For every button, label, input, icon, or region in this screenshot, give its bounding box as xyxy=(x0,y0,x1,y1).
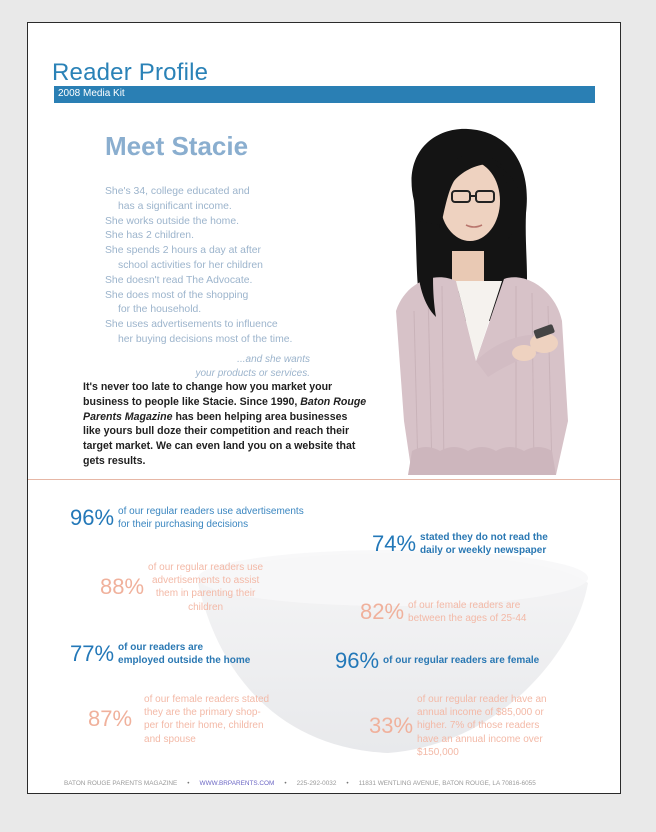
stat-no-newspaper xyxy=(372,531,548,557)
stat-line: for their purchasing decisions xyxy=(118,519,249,531)
stat-line: advertisements to assist xyxy=(151,575,260,587)
profile-fact-line: She spends 2 hours a day at after xyxy=(105,245,261,257)
stat-description xyxy=(417,693,547,759)
body-copy xyxy=(83,380,367,469)
stat-primary-shopper xyxy=(88,693,269,746)
stat-percent: 33% xyxy=(369,713,414,738)
stat-employed xyxy=(70,641,250,667)
stat-line: stated they do not read the xyxy=(420,532,548,543)
stat-line: have an annual income over xyxy=(417,733,543,745)
stat-readers-use-ads xyxy=(70,505,304,531)
headline: Meet Stacie xyxy=(105,131,249,161)
profile-fact-line: She uses advertisements to influence xyxy=(105,319,278,331)
stat-description xyxy=(144,693,269,746)
magazine-name: Baton Rouge xyxy=(300,395,367,408)
body-text: has been helping area businesses xyxy=(172,410,348,423)
page-subtitle: 2008 Media Kit xyxy=(58,88,125,99)
stat-income xyxy=(369,693,547,759)
body-line: like yours bull doze their competition and reach their xyxy=(83,425,350,438)
profile-fact-line: her buying decisions most of the time. xyxy=(118,333,293,345)
stat-description xyxy=(408,599,526,625)
stat-description xyxy=(118,641,250,667)
footer-separator: • xyxy=(187,780,190,787)
wants-line-2: your products or services. xyxy=(195,368,310,379)
stat-line: per for their home, children xyxy=(144,720,264,732)
profile-fact-line: has a significant income. xyxy=(118,200,232,212)
footer-phone: 225-292-0032 xyxy=(296,780,337,787)
stat-line: they are the primary shop- xyxy=(144,707,261,719)
stat-line: of our female readers stated xyxy=(144,694,270,705)
stat-description xyxy=(420,531,548,557)
body-text: business to people like Stacie. Since 1990, xyxy=(83,395,301,408)
stat-line: employed outside the home xyxy=(118,655,251,667)
footer-magazine: BATON ROUGE PARENTS MAGAZINE xyxy=(64,780,178,787)
stat-female-readers xyxy=(335,648,539,674)
profile-facts xyxy=(105,185,365,348)
stat-line: $150,000 xyxy=(417,746,459,758)
footer-separator: • xyxy=(346,780,349,787)
profile-fact-line: She's 34, college educated and xyxy=(105,186,250,197)
profile-fact-line: She does most of the shopping xyxy=(105,289,249,301)
stat-percent: 74% xyxy=(372,531,417,557)
stat-line: of our regular readers use xyxy=(148,562,264,573)
stat-percent: 87% xyxy=(88,706,133,732)
stat-line: and spouse xyxy=(144,733,196,745)
profile-fact-line: school activities for her children xyxy=(118,259,263,271)
body-line xyxy=(83,410,353,425)
stat-line: annual income of $85,000 or xyxy=(417,707,544,719)
stat-percent: 82% xyxy=(360,599,405,625)
stat-female-age xyxy=(360,599,526,625)
footer-separator: • xyxy=(284,780,287,787)
stat-description xyxy=(148,561,263,614)
stat-line: higher. 7% of those readers xyxy=(417,720,540,732)
stat-description xyxy=(383,654,539,667)
profile-fact-line: She works outside the home. xyxy=(105,215,239,227)
stat-percent: 88% xyxy=(100,574,145,600)
stat-line: of our readers are xyxy=(118,642,204,653)
stat-line: of our regular readers are female xyxy=(383,655,540,667)
profile-fact-line: She has 2 children. xyxy=(105,230,194,242)
wants-tagline xyxy=(105,353,310,381)
stat-line: children xyxy=(188,601,224,613)
stat-line: of our regular reader have an xyxy=(417,694,547,705)
profile-fact-line: for the household. xyxy=(118,304,202,316)
footer-website-link[interactable]: WWW.BRPARENTS.COM xyxy=(199,780,275,787)
stat-percent: 96% xyxy=(70,505,115,531)
body-line xyxy=(83,395,367,410)
page-title: Reader Profile xyxy=(52,59,209,86)
media-kit-page xyxy=(27,22,621,794)
page-footer xyxy=(64,780,594,787)
title-bar xyxy=(54,86,595,103)
stat-line: them in parenting their xyxy=(155,588,256,600)
woman-photo xyxy=(356,121,596,475)
stat-line: daily or weekly newspaper xyxy=(420,545,547,557)
footer-address: 11831 WENTLING AVENUE, BATON ROUGE, LA 70816-6055 xyxy=(358,780,536,787)
body-line: target market. We can even land you on a website that xyxy=(83,440,356,453)
stat-description xyxy=(118,505,304,531)
body-line: gets results. xyxy=(83,454,146,467)
stat-ads-parenting xyxy=(100,561,263,614)
stat-line: of our female readers are xyxy=(408,600,521,611)
wants-line-1: ...and she wants xyxy=(237,354,310,365)
stat-percent: 77% xyxy=(70,641,115,667)
stat-line: between the ages of 25-44 xyxy=(408,613,527,625)
stat-percent: 96% xyxy=(335,648,380,673)
section-divider xyxy=(28,479,621,480)
body-line: It's never too late to change how you market your xyxy=(83,381,333,393)
magazine-name: Parents Magazine xyxy=(83,410,173,423)
stat-line: of our regular readers use advertisements xyxy=(118,506,304,517)
profile-fact-line: She doesn't read The Advocate. xyxy=(105,274,253,286)
